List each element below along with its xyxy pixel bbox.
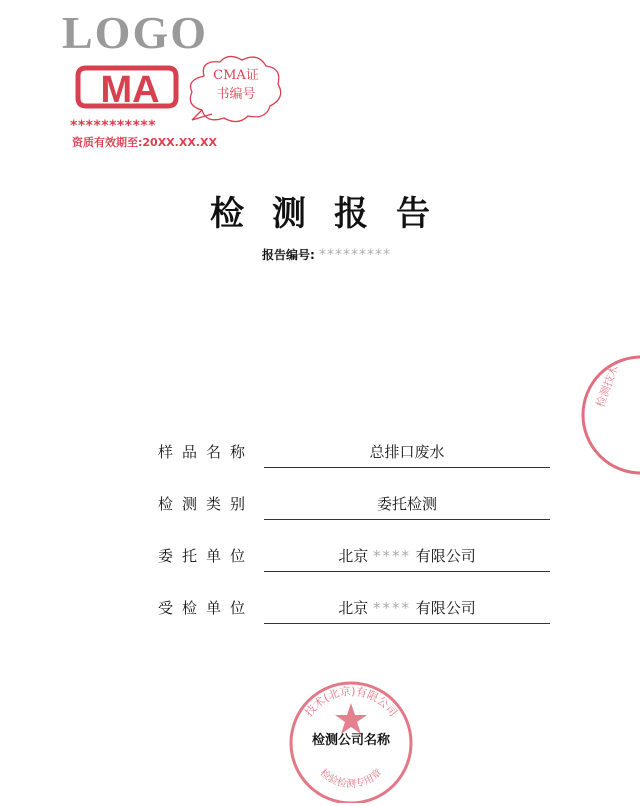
field-value-suffix: 有限公司 <box>415 547 476 565</box>
cma-certificate-note <box>194 66 278 104</box>
cma-note-line-2: 书编号 <box>216 87 256 102</box>
field-value-prefix: 北京 <box>338 547 369 565</box>
seal-top-text: 技术(北京)有限公司 <box>302 684 400 720</box>
report-number <box>262 246 391 263</box>
right-seal-text: 检测技术 <box>593 363 621 410</box>
report-number-value: ********* <box>319 247 391 263</box>
company-logo: LOGO <box>62 7 209 58</box>
report-number-label: 报告编号: <box>262 248 315 262</box>
cma-note-line-1: CMA证 <box>213 68 259 83</box>
company-name: 检测公司名称 <box>311 733 390 748</box>
field-value-prefix: 北京 <box>338 599 369 617</box>
cma-validity-text: 资质有效期至:20XX.XX.XX <box>72 136 217 149</box>
field-label: 检测类别 <box>158 495 255 513</box>
field-value: 委托检测 <box>376 495 437 513</box>
report-title: 检测报告 <box>210 194 458 234</box>
field-underline <box>264 467 550 468</box>
field-underline <box>264 519 550 520</box>
field-label: 委托单位 <box>158 547 255 565</box>
field-value-masked: **** <box>373 547 411 565</box>
svg-text:检验检测专用章 <box>318 766 385 790</box>
cma-mark-text: MA <box>100 69 160 111</box>
field-value-suffix: 有限公司 <box>415 599 476 617</box>
field-value: 总排口废水 <box>369 443 445 461</box>
field-row-client-unit <box>0 541 640 571</box>
field-label: 样品名称 <box>158 443 255 461</box>
field-row-test-type <box>0 489 640 519</box>
field-value <box>264 597 550 618</box>
field-row-inspected-unit <box>0 593 640 623</box>
seal-bottom-text: 检验检测专用章 <box>317 767 385 791</box>
field-label: 受检单位 <box>158 599 255 617</box>
field-value <box>264 545 550 566</box>
field-underline <box>264 623 550 624</box>
field-underline <box>264 571 550 572</box>
cma-mark-icon <box>72 62 182 112</box>
cma-certificate-stars: *********** <box>70 118 157 134</box>
right-edge-seal-icon <box>575 350 640 480</box>
field-value-masked: **** <box>373 599 411 617</box>
field-row-sample-name <box>0 437 640 467</box>
